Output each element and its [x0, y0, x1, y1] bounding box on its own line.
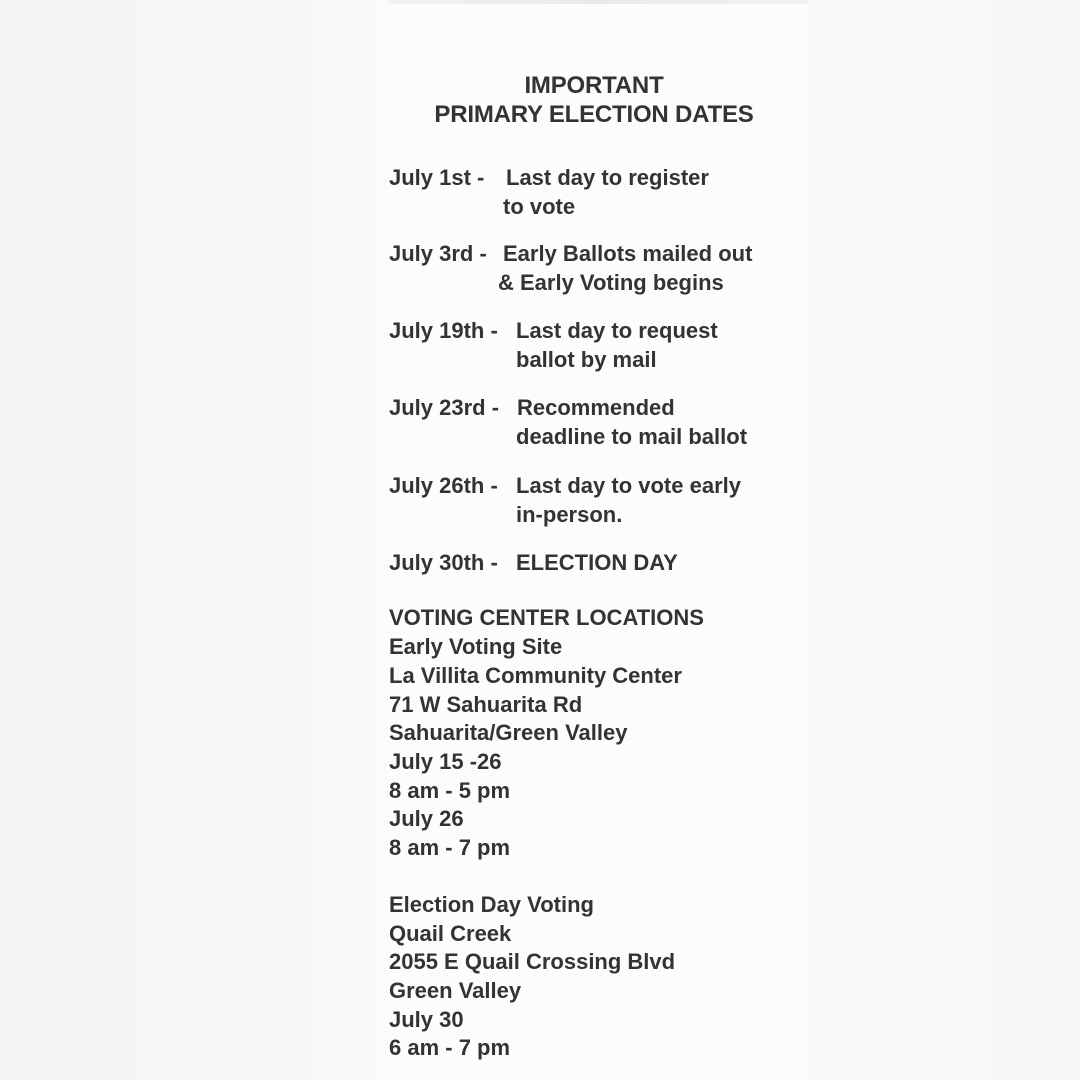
date-label: July 1st - [389, 165, 485, 190]
page-title-line-2: PRIMARY ELECTION DATES [434, 101, 754, 128]
early-voting-dates-2: July 26 [389, 806, 464, 831]
date-description: Last day to register [506, 165, 709, 190]
date-label: July 3rd - [389, 241, 487, 266]
date-label: July 30th - [389, 550, 498, 575]
date-description: Last day to vote early [516, 473, 741, 498]
date-description: ELECTION DAY [516, 550, 678, 575]
date-description-continued: & Early Voting begins [498, 270, 724, 295]
early-voting-dates-1: July 15 -26 [389, 749, 502, 774]
election-day-dates: July 30 [389, 1007, 464, 1032]
early-voting-hours-2: 8 am - 7 pm [389, 835, 511, 860]
date-description-continued: in-person. [516, 502, 623, 527]
election-day-site-name: Quail Creek [389, 921, 512, 946]
election-day-title: Election Day Voting [389, 892, 594, 917]
paper-top-edge [388, 0, 808, 4]
date-label: July 23rd - [389, 395, 500, 420]
election-day-city: Green Valley [389, 978, 522, 1003]
early-voting-city: Sahuarita/Green Valley [389, 720, 628, 745]
date-label: July 19th - [389, 318, 498, 343]
early-voting-hours-1: 8 am - 5 pm [389, 778, 511, 803]
date-description-continued: deadline to mail ballot [516, 424, 748, 449]
date-description-continued: to vote [503, 194, 576, 219]
election-day-address: 2055 E Quail Crossing Blvd [389, 949, 676, 974]
date-description: Last day to request [516, 318, 718, 343]
page-title-line-1: IMPORTANT [524, 72, 664, 99]
early-voting-address: 71 W Sahuarita Rd [389, 692, 583, 717]
election-day-hours: 6 am - 7 pm [389, 1035, 511, 1060]
date-label: July 26th - [389, 473, 498, 498]
locations-heading: VOTING CENTER LOCATIONS [389, 605, 704, 630]
early-voting-title: Early Voting Site [389, 634, 563, 659]
early-voting-site-name: La Villita Community Center [389, 663, 682, 688]
date-description: Early Ballots mailed out [503, 241, 753, 266]
date-description-continued: ballot by mail [516, 347, 657, 372]
date-description: Recommended [517, 395, 675, 420]
